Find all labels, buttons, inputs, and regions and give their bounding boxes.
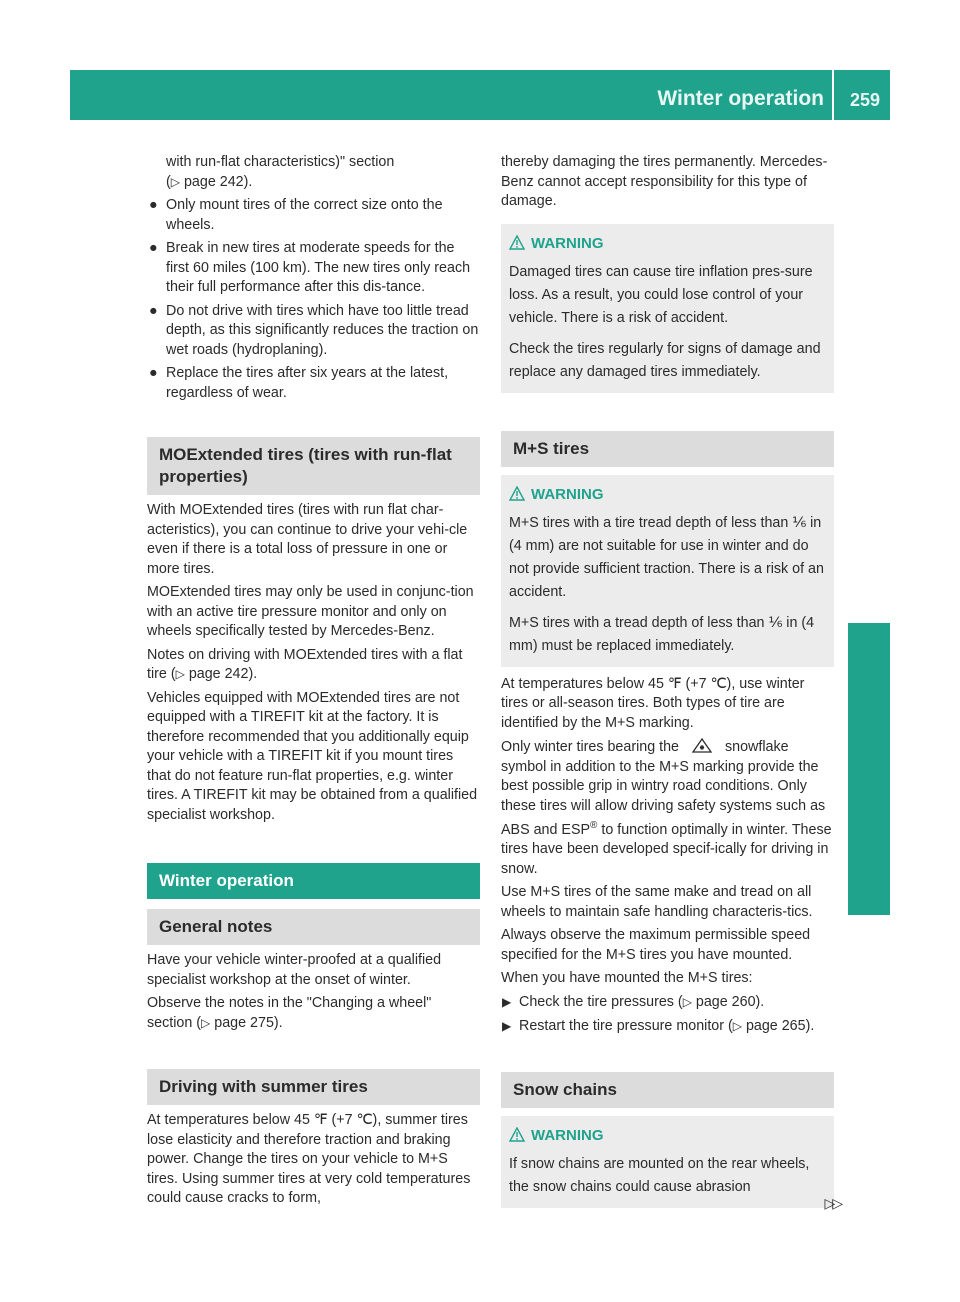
warning-icon bbox=[509, 486, 525, 501]
moextended-paragraph: MOExtended tires may only be used in conjunc-tion with an active tire pressure monitor and only on wheels specifically tested by Mercedes-Benz. bbox=[147, 584, 474, 639]
snow-chains-heading: Snow chains bbox=[501, 1072, 834, 1108]
page-ref-link[interactable]: page 242). bbox=[183, 173, 253, 190]
warning-box bbox=[501, 224, 834, 393]
list-item: ● Break in new tires at moderate speeds for the first 60 miles (100 km). The new tires only reach their full performance after this dis-tance. bbox=[149, 240, 471, 295]
continue-marker: ▷▷ bbox=[824, 1195, 840, 1211]
list-item: ● Only mount tires of the correct size onto the wheels. bbox=[149, 197, 443, 233]
warning-box bbox=[501, 475, 834, 667]
general-paragraph: Have your vehicle winter-proofed at a qualified specialist workshop at the onset of winter. bbox=[147, 952, 442, 988]
warning-title: WARNING bbox=[509, 234, 826, 254]
page-ref-link[interactable]: page 242). bbox=[188, 666, 258, 682]
ms-paragraph: Only winter tires bearing the snowflake symbol in addition to the M+S marking provide the best possible grip in wintry road conditions. Only these tires will allow driving safety systems such as ABS and ESP® to function optimally in winter. These tires have been developed specif-ically for driving in snow. bbox=[501, 739, 832, 877]
intro-paragraph: thereby damaging the tires permanently. Mercedes-Benz cannot accept responsibility for this type of damage. bbox=[501, 154, 828, 209]
page-ref-icon: ▷ bbox=[175, 667, 185, 681]
summer-paragraph: At temperatures below 45 ℉ (+7 ℃), summer tires lose elasticity and therefore traction and braking power. Change the tires on your vehicle to M+S tires. Using summer tires at very cold temperatures could cause cracks to form, bbox=[147, 1112, 471, 1206]
right-column bbox=[501, 153, 834, 1208]
summer-tires-heading: Driving with summer tires bbox=[147, 1069, 480, 1105]
moextended-paragraph: Notes on driving with MOExtended tires with a flat tire (▷ page 242). bbox=[147, 646, 463, 682]
page-ref-icon: ▷ bbox=[201, 1015, 211, 1030]
winter-operation-heading: Winter operation bbox=[147, 863, 480, 899]
warning-text: Damaged tires can cause tire inflation pres-sure loss. As a result, you could lose control of your vehicle. There is a risk of accident. bbox=[509, 263, 813, 326]
moextended-paragraph: With MOExtended tires (tires with run flat char-acteristics), you can continue to drive your vehi-cle even if there is a total loss of pressure in one or more tires. bbox=[147, 502, 468, 577]
general-notes-heading: General notes bbox=[147, 909, 480, 945]
instruction-step: ▶ Restart the tire pressure monitor (▷ page 265). bbox=[501, 1017, 834, 1037]
page-section-title: Winter operation bbox=[657, 87, 824, 110]
moextended-heading: MOExtended tires (tires with run-flat properties) bbox=[147, 437, 480, 495]
ms-tires-heading: M+S tires bbox=[501, 431, 834, 467]
page-ref-icon: ▷ bbox=[732, 1019, 742, 1034]
moextended-paragraph: Vehicles equipped with MOExtended tires are not equipped with a TIREFIT kit at the factory. It is therefore recommended that you additionally equip your vehicle with a TIREFIT kit if you mount tires that do not feature run-flat properties, e.g. winter tires. A TIREFIT kit may be obtained from a qualified specialist workshop. bbox=[147, 689, 478, 823]
page-ref-link[interactable]: page 265). bbox=[745, 1018, 815, 1035]
warning-title: WARNING bbox=[509, 1126, 826, 1146]
ms-paragraph: Always observe the maximum permissible speed specified for the M+S tires you have mounted. bbox=[501, 927, 811, 963]
warning-text: Check the tires regularly for signs of damage and replace any damaged tires immediately. bbox=[509, 340, 821, 380]
page-number: 259 bbox=[849, 90, 881, 110]
ms-paragraph: At temperatures below 45 ℉ (+7 ℃), use winter tires or all-season tires. Both types of tire are identified by the M+S marking. bbox=[501, 675, 805, 731]
snowflake-mountain-icon bbox=[691, 737, 713, 753]
warning-text: If snow chains are mounted on the rear wheels, the snow chains could cause abrasion bbox=[509, 1155, 810, 1195]
page-ref-link[interactable]: page 260). bbox=[695, 993, 765, 1010]
step-arrow-icon: ▶ bbox=[502, 1019, 512, 1034]
ms-paragraph: When you have mounted the M+S tires: bbox=[501, 970, 753, 987]
general-paragraph: Observe the notes in the "Changing a wheel" section (▷ page 275). bbox=[147, 995, 432, 1031]
warning-icon bbox=[509, 1127, 525, 1142]
warning-text: M+S tires with a tread depth of less than ⅙ in (4 mm) must be replaced immediately. bbox=[509, 614, 815, 654]
intro-continuation: with run-flat characteristics)" section (▷ page 242). bbox=[166, 154, 395, 190]
chapter-tab-label: Wheels and tires bbox=[856, 652, 881, 828]
left-column bbox=[147, 153, 480, 1213]
page-ref-icon: ▷ bbox=[170, 174, 180, 189]
header-divider bbox=[832, 70, 834, 120]
page-ref-link[interactable]: page 275). bbox=[214, 1014, 283, 1031]
ms-paragraph: Use M+S tires of the same make and tread on all wheels to maintain safe handling characteris-tics. bbox=[501, 884, 813, 920]
list-item: ● Replace the tires after six years at the latest, regardless of wear. bbox=[149, 365, 449, 401]
instruction-step: ▶ Check the tire pressures (▷ page 260). bbox=[501, 993, 834, 1013]
list-item: ● Do not drive with tires which have too little tread depth, as this significantly reduces the traction on wet roads (hydroplaning). bbox=[149, 302, 479, 358]
warning-icon bbox=[509, 235, 525, 250]
warning-text: M+S tires with a tire tread depth of less than ⅙ in (4 mm) are not suitable for use in winter and do not provide sufficient traction. There is a risk of an accident. bbox=[509, 514, 824, 600]
page-ref-icon: ▷ bbox=[682, 994, 692, 1009]
warning-box bbox=[501, 1116, 834, 1208]
warning-title: WARNING bbox=[509, 485, 826, 505]
step-arrow-icon: ▶ bbox=[502, 994, 512, 1009]
